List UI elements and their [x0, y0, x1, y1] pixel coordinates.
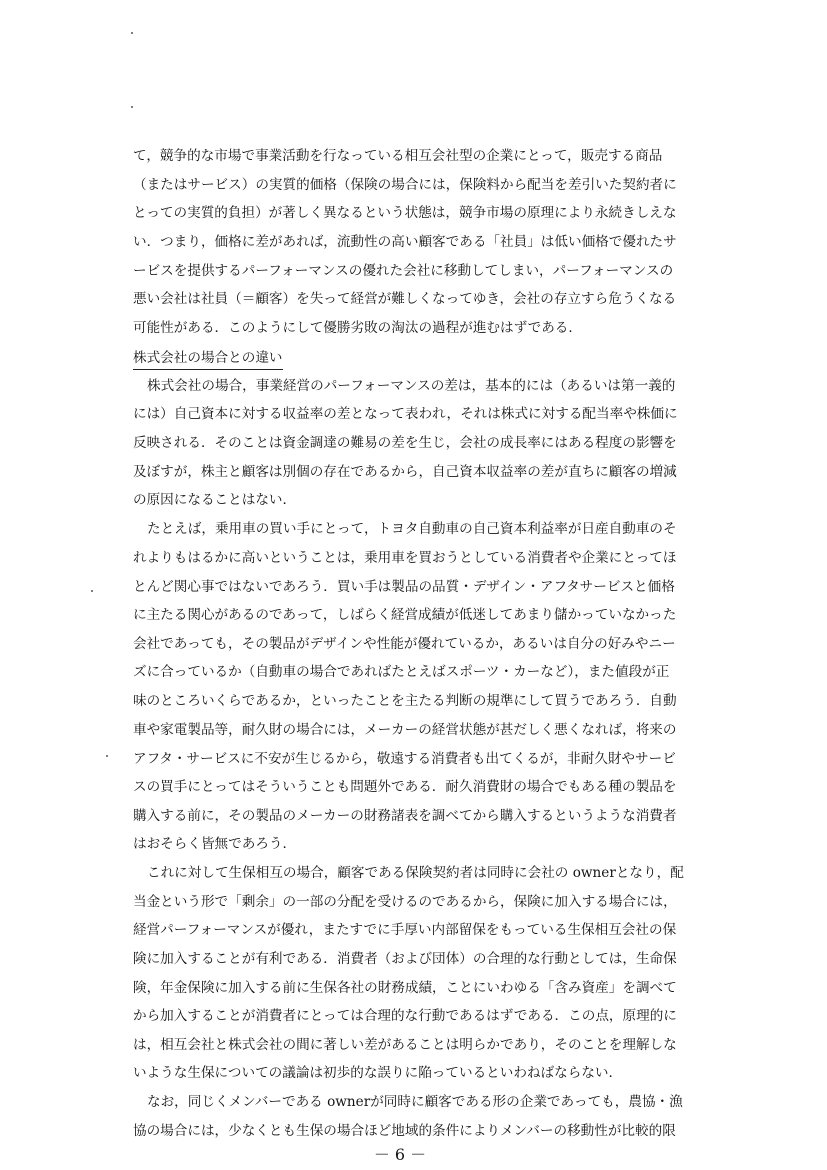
text-line: 当金という形で「剰余」の一部の分配を受けるのであるから，保険に加入する場合には， [133, 894, 677, 910]
text-line: 経営パーフォーマンスが優れ，またすでに手厚い内部留保をもっている生保相互会社の保 [133, 922, 677, 938]
text-line: 株式会社の場合，事業経営のパーフォーマンスの差は，基本的には（あるいは第一義的 [147, 378, 676, 394]
text-line: とんど関心事ではないであろう．買い手は製品の品質・デザイン・アフタサービスと価格 [133, 579, 675, 595]
text-line: アフタ・サービスに不安が生じるから，敬遠する消費者も出てくるが，非耐久財やサービ [133, 751, 676, 767]
scan-speck [131, 106, 133, 108]
text-line: から加入することが消費者にとっては合理的な行動であるはずである．この点，原理的に [133, 1008, 677, 1024]
text-line: 協の場合には，少なくとも生保の場合ほど地域的条件によりメンバーの移動性が比較的限 [133, 1123, 676, 1139]
text-line: とっての実質的負担）が著しく異なるという状態は，競争市場の原理により永続きしえな [133, 205, 677, 221]
text-line: 購入する前に，その製品のメーカーの財務諸表を調べてから購入するというような消費者 [133, 808, 677, 824]
text-line: 可能性がある．このようにして優勝劣敗の淘汰の過程が進むはずである． [133, 320, 582, 336]
text-line: は，相互会社と株式会社の間に著しい差があることは明らかであり，そのことを理解しな [133, 1037, 677, 1053]
text-line: 会社であっても，その製品がデザインや性能が優れているか，あるいは自分の好みやニー [133, 636, 676, 652]
text-line: これに対して生保相互の場合，顧客である保険契約者は同時に会社の ownerとなり，配 [147, 865, 684, 881]
scan-speck [91, 590, 93, 592]
text-line: いような生保についての議論は初歩的な誤りに陥っているといわねばならない． [133, 1065, 623, 1081]
text-line: スの買手にとってはそういうことも問題外である．耐久消費財の場合でもある種の製品を [133, 779, 677, 795]
text-line: 反映される．そのことは資金調達の難易の差を生じ，会社の成長率にはある程度の影響を [133, 435, 677, 451]
text-line: なお，同じくメンバーである ownerが同時に顧客である形の企業であっても，農協・漁 [147, 1094, 683, 1110]
text-line: 悪い会社は社員（＝顧客）を失って経営が難しくなってゆき，会社の存立すら危うくなる [133, 291, 677, 307]
text-line: 味のところいくらであるか，といったことを主たる判断の規準にして買うであろう．自動 [133, 693, 677, 709]
text-line: 険，年金保険に加入する前に生保各社の財務成績，ことにいわゆる「含み資産」を調べて [133, 980, 677, 996]
text-line: 及ぼすが，株主と顧客は別個の存在であるから，自己資本収益率の差が直ちに顧客の増減 [133, 464, 677, 480]
text-line: たとえば，乗用車の買い手にとって，トヨタ自動車の自己資本利益率が日産自動車のそ [147, 521, 677, 537]
text-line: ズに合っているか（自動車の場合であればたとえばスポーツ・カーなど），また値段が正 [133, 664, 670, 680]
text-line: に主たる関心があるのであって，しばらく経営成績が低迷してあまり儲かっていなかった [133, 607, 677, 623]
text-line: 険に加入することが有利である．消費者（および団体）の合理的な行動としては，生命保 [133, 951, 677, 967]
text-line: て，競争的な市場で事業活動を行なっている相互会社型の企業にとって，販売する商品 [133, 148, 663, 164]
text-line: れよりもはるかに高いということは，乗用車を買おうとしている消費者や企業にとってほ [133, 550, 677, 566]
text-line: い．つまり，価格に差があれば，流動性の高い顧客である「社員」は低い価格で優れたサ [133, 234, 677, 250]
text-line: ービスを提供するパーフォーマンスの優れた会社に移動してしまい，パーフォーマンスの [133, 263, 674, 279]
text-line: はおそらく皆無であろう． [133, 836, 297, 852]
text-line: 車や家電製品等，耐久財の場合には，メーカーの経営状態が甚だしく悪くなれば，将来の [133, 722, 677, 738]
scan-speck [106, 755, 108, 757]
text-line: には）自己資本に対する収益率の差となって表われ，それは株式に対する配当率や株価に [133, 406, 678, 422]
text-line: （またはサービス）の実質的価格（保険の場合には，保険料から配当を差引いた契約者に [133, 177, 677, 193]
section-heading: 株式会社の場合との違い [133, 347, 283, 370]
page-number: － 6 － [373, 1145, 427, 1164]
text-line: の原因になることはない． [133, 492, 297, 508]
scan-speck [131, 32, 133, 34]
